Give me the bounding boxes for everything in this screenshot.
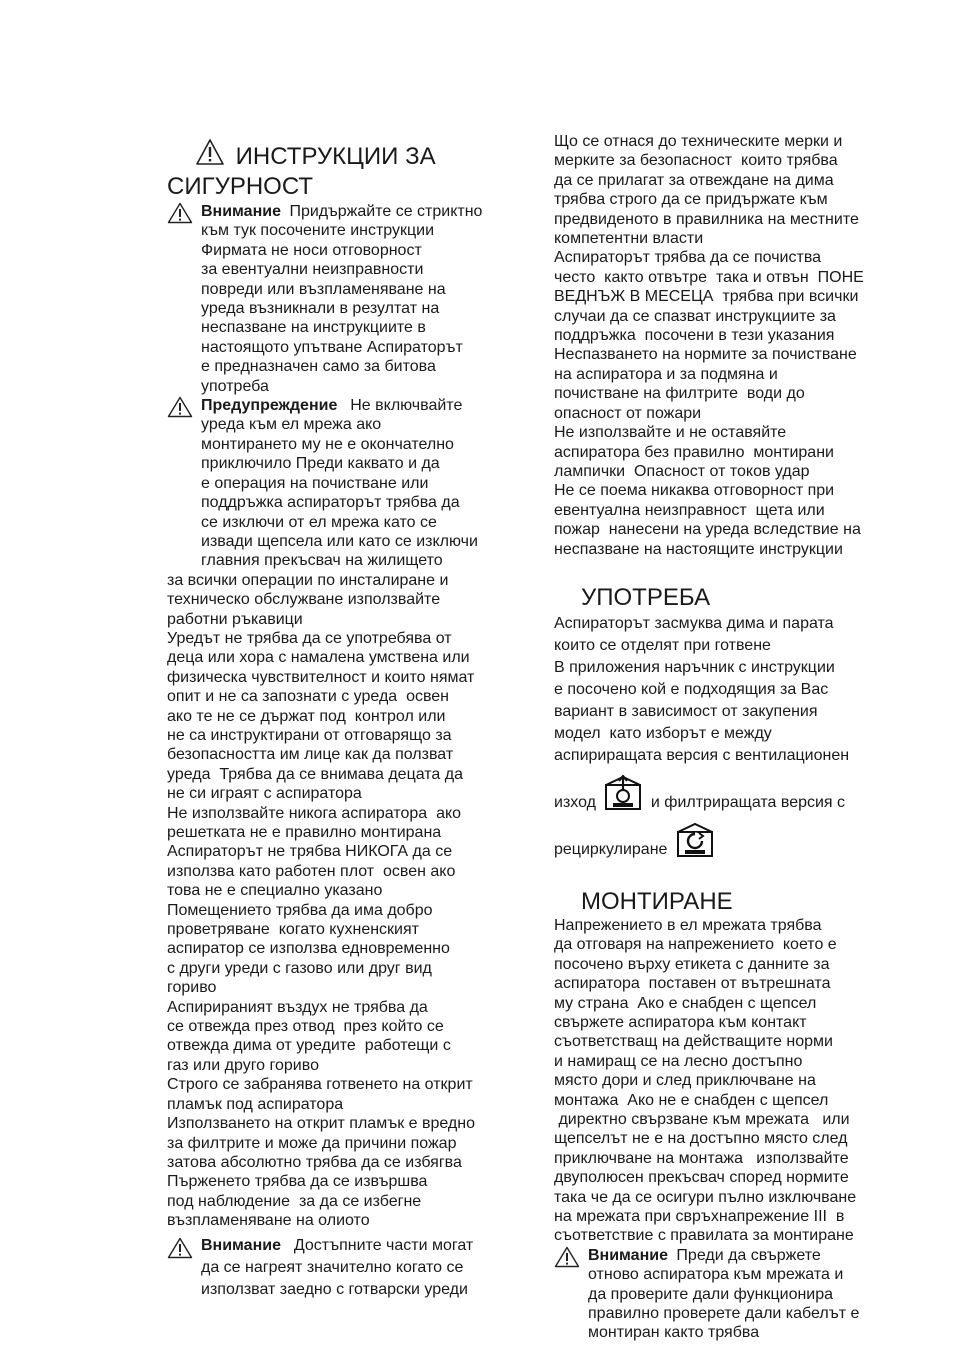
text-line: лампички Опасност от токов удар bbox=[554, 462, 810, 480]
text-line: използва като работен плот освен ако bbox=[167, 862, 456, 880]
left-column bbox=[167, 138, 527, 1301]
text-line: неспазване на настоящите инструкции bbox=[554, 540, 843, 558]
warning-icon bbox=[554, 1246, 580, 1268]
text-line: Не използвайте никога аспиратора ако bbox=[167, 804, 462, 822]
mounting-text bbox=[554, 916, 914, 1246]
text-line: безопасността им лице как да ползват bbox=[167, 746, 454, 764]
text-line: за всички операции по инсталиране и bbox=[167, 571, 449, 589]
text-line: Използването на открит пламък е вредно bbox=[167, 1115, 475, 1133]
text-line: почистване на филтрите води до bbox=[554, 385, 805, 403]
text-line: трябва строго да се придържате към bbox=[554, 191, 828, 209]
filter-text: и филтриращата версия с bbox=[650, 793, 846, 811]
warning-label: Предупреждение bbox=[201, 397, 338, 415]
note-line: монтиран както трябва bbox=[588, 1324, 760, 1342]
note-line: приключило Преди каквато и да bbox=[201, 455, 440, 473]
attention-note bbox=[167, 202, 527, 396]
text-line: често както отвътре така и отвън ПОНЕ bbox=[554, 268, 864, 286]
text-line: приключване на монтажа използвайте bbox=[554, 1149, 849, 1167]
note-line: Достъпните части могат bbox=[284, 1236, 474, 1254]
note-line: уреда възникнали в резултат на bbox=[201, 300, 440, 318]
safety-heading-line2: СИГУРНОСТ bbox=[167, 173, 314, 200]
text-line: Аспираторът трябва да се почиства bbox=[554, 249, 822, 267]
text-line: Аспираторът не трябва НИКОГА да се bbox=[167, 843, 453, 861]
text-line: директно свързване към мрежата или bbox=[554, 1111, 850, 1128]
note-line: отново аспиратора към мрежата и bbox=[588, 1266, 844, 1284]
text-line: щепселът не е на достъпно място след bbox=[554, 1130, 848, 1148]
text-line: аспиратора поставен от вътрешната bbox=[554, 975, 831, 993]
text-line: свържете аспиратора към контакт bbox=[554, 1013, 807, 1031]
text-line: техническо обслужване използвайте bbox=[167, 591, 441, 609]
note-line: да проверите дали функционира bbox=[588, 1285, 834, 1303]
text-line: проветряване когато кухненският bbox=[167, 921, 419, 939]
note-line: е предназначен само за битова bbox=[201, 358, 436, 376]
note-line: уреда към ел мрежа ако bbox=[201, 416, 382, 434]
text-line: отвежда дима от уредите работещи с bbox=[167, 1037, 451, 1055]
warning-icon bbox=[167, 1237, 193, 1259]
note-line: главния прекъсвач на жилището bbox=[201, 552, 443, 570]
usage-text bbox=[554, 613, 914, 767]
text-line: да се прилагат за отвеждане на дима bbox=[554, 171, 834, 189]
text-line: съответстващ на действащите норми bbox=[554, 1033, 833, 1051]
text-line: вариант в зависимост от закупения bbox=[554, 702, 818, 720]
attention-note-hot-parts bbox=[167, 1235, 527, 1301]
note-line: извади щепсела или като се изключи bbox=[201, 532, 478, 550]
text-line: не си играят с аспиратора bbox=[167, 785, 362, 803]
note-line: Фирмата не носи отговорност bbox=[201, 241, 422, 259]
text-line: на аспиратора и за подмяна и bbox=[554, 365, 778, 383]
note-line: правилно проверете дали кабелът е bbox=[588, 1305, 860, 1323]
text-line: ако те не се държат под контрол или bbox=[167, 707, 446, 725]
text-line: се отвежда през отвод през който се bbox=[167, 1018, 444, 1036]
maintenance-text bbox=[554, 132, 914, 559]
text-line: Помещението трябва да има добро bbox=[167, 901, 433, 919]
text-line: затова абсолютно трябва да се избягва bbox=[167, 1153, 462, 1171]
text-line: възпламеняване на олиото bbox=[167, 1212, 370, 1230]
attention-label: Внимание bbox=[201, 1236, 281, 1254]
text-line: Що се отнася до техническите мерки и bbox=[554, 133, 843, 150]
safety-body-text bbox=[167, 571, 527, 1231]
text-line: Аспираторът засмуква дима и парата bbox=[554, 614, 834, 632]
safety-heading-line1: ИНСТРУКЦИИ ЗА bbox=[235, 143, 436, 170]
note-line: е операция на почистване или bbox=[201, 474, 429, 492]
text-line: аспиратор се използва едновременно bbox=[167, 940, 450, 958]
text-line: уреда Трябва да се внимава децата да bbox=[167, 765, 464, 783]
warning-icon bbox=[167, 202, 193, 224]
attention-label: Внимание bbox=[588, 1246, 668, 1264]
text-line: Уредът не трябва да се употребява от bbox=[167, 629, 452, 647]
text-line: Аспирираният въздух не трябва да bbox=[167, 998, 428, 1016]
usage-recirc-line bbox=[554, 822, 914, 869]
note-line: да се нагреят значително когато се bbox=[201, 1258, 464, 1276]
text-line: предвиденото в правилника на местните bbox=[554, 210, 859, 228]
text-line: място дори и след приключване на bbox=[554, 1072, 816, 1090]
text-line: евентуална неизправност щета или bbox=[554, 501, 825, 519]
mounting-attention-note bbox=[554, 1246, 914, 1343]
text-line: съответствие с правилата за монтиране bbox=[554, 1227, 854, 1245]
text-line: за филтрите и може да причини пожар bbox=[167, 1134, 457, 1152]
text-line: ВЕДНЪЖ В МЕСЕЦА трябва при всички bbox=[554, 288, 859, 306]
text-line: това не е специално указано bbox=[167, 882, 383, 900]
text-line: на мрежата при свръхнапрежение III в bbox=[554, 1208, 845, 1226]
mounting-heading: МОНТИРАНЕ bbox=[581, 887, 733, 915]
warning-note bbox=[167, 396, 527, 571]
text-line: пламък под аспиратора bbox=[167, 1095, 344, 1113]
text-line: пожар нанесени на уреда вследствие на bbox=[554, 521, 861, 539]
text-line: модел като изборът е между bbox=[554, 724, 772, 742]
text-line: двуполюсен прекъсвач според нормите bbox=[554, 1169, 849, 1187]
usage-heading: УПОТРЕБА bbox=[581, 583, 711, 611]
text-line: Не се поема никаква отговорност при bbox=[554, 482, 835, 500]
text-line: Неспазването на нормите за почистване bbox=[554, 346, 857, 364]
text-line: случаи да се спазват инструкциите за bbox=[554, 307, 836, 325]
text-line: опит и не са запознати с уреда освен bbox=[167, 688, 450, 706]
text-line: под наблюдение за да се избегне bbox=[167, 1192, 422, 1210]
note-line: употреба bbox=[201, 377, 269, 395]
text-line: е посочено кой е подходящия за Вас bbox=[554, 680, 829, 698]
exhaust-outlet-icon bbox=[604, 775, 642, 811]
text-line: работни ръкавици bbox=[167, 610, 303, 628]
recirculation-label: рециркулиране bbox=[554, 840, 668, 858]
text-line: В приложения наръчник с инструкции bbox=[554, 658, 835, 676]
note-line: към тук посочените инструкции bbox=[201, 222, 435, 240]
note-line: се изключи от ел мрежа като се bbox=[201, 513, 437, 531]
text-line: Строго се забранява готвенето на открит bbox=[167, 1076, 473, 1094]
note-line: повреди или възпламеняване на bbox=[201, 280, 446, 298]
text-line: и намиращ се на лесно достъпно bbox=[554, 1052, 803, 1070]
text-line: опасност от пожари bbox=[554, 404, 702, 422]
note-line: Преди да свържете bbox=[671, 1246, 821, 1264]
text-line: така че да се осигури пълно изключване bbox=[554, 1188, 857, 1206]
text-line: аспириращата версия с вентилационен bbox=[554, 746, 850, 764]
text-line: мерките за безопасност които трябва bbox=[554, 152, 838, 170]
right-column bbox=[554, 132, 914, 1343]
text-line: не са инструктирани от отговарящо за bbox=[167, 726, 452, 744]
text-line: Не използвайте и не оставяйте bbox=[554, 424, 787, 442]
usage-exhaust-line bbox=[554, 775, 914, 822]
text-line: да отговаря на напрежението което е bbox=[554, 936, 837, 954]
recirculation-icon bbox=[676, 822, 714, 858]
text-line: гориво bbox=[167, 979, 217, 997]
text-line: газ или друго гориво bbox=[167, 1056, 319, 1074]
note-line: за евентуални неизправности bbox=[201, 261, 424, 279]
note-line: монтирането му не е окончателно bbox=[201, 435, 454, 453]
text-line: поддръжка посочени в тези указания bbox=[554, 327, 835, 345]
exhaust-label: изход bbox=[554, 793, 596, 811]
text-line: Пърженето трябва да се извършва bbox=[167, 1173, 428, 1191]
note-line: използват заедно с готварски уреди bbox=[201, 1280, 468, 1298]
text-line: му страна Ако е снабден с щепсел bbox=[554, 994, 817, 1012]
text-line: компетентни власти bbox=[554, 230, 704, 248]
text-line: решетката не е правилно монтирана bbox=[167, 824, 442, 841]
text-line: с други уреди с газово или друг вид bbox=[167, 959, 432, 977]
warning-icon bbox=[167, 143, 236, 170]
text-line: аспиратора без правилно монтирани bbox=[554, 443, 834, 461]
warning-icon bbox=[167, 396, 193, 418]
text-line: физическа чувствителност и които нямат bbox=[167, 668, 475, 686]
text-line: деца или хора с намалена умствена или bbox=[167, 649, 470, 667]
note-line: Не включвайте bbox=[341, 397, 463, 415]
text-line: Напрежението в ел мрежата трябва bbox=[554, 916, 822, 934]
note-line: настоящото упътване Аспираторът bbox=[201, 338, 463, 356]
note-line: Придържайте се стриктно bbox=[289, 203, 483, 220]
text-line: които се отделят при готвене bbox=[554, 636, 771, 654]
attention-label: Внимание bbox=[201, 203, 281, 220]
note-line: неспазване на инструкциите в bbox=[201, 319, 426, 337]
note-line: поддръжка аспираторът трябва да bbox=[201, 494, 460, 512]
text-line: монтажа Ако не е снабден с щепсел bbox=[554, 1091, 829, 1109]
text-line: посочено върху етикета с данните за bbox=[554, 955, 830, 973]
safety-heading bbox=[167, 138, 527, 202]
